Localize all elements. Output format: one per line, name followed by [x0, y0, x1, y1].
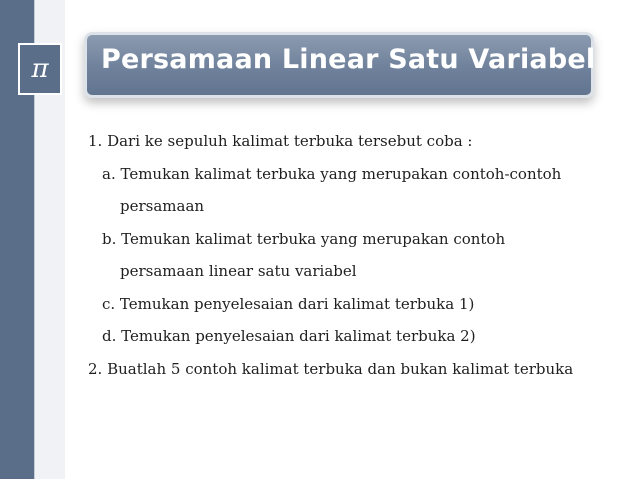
- pi-icon: [18, 43, 62, 95]
- pi-glyph: π: [31, 54, 49, 84]
- title-bar: [84, 32, 594, 98]
- content-line-a-cont: persamaan: [120, 197, 205, 215]
- content-line-d: d. Temukan penyelesaian dari kalimat terbuka 2): [102, 327, 476, 345]
- content-line-b-cont: persamaan linear satu variabel: [120, 262, 357, 280]
- content-line-a: a. Temukan kalimat terbuka yang merupakan contoh-contoh: [102, 164, 562, 183]
- content-line-b: b. Temukan kalimat terbuka yang merupakan contoh: [102, 229, 506, 248]
- content-line-c: c. Temukan penyelesaian dari kalimat terbuka 1): [102, 294, 475, 313]
- slide-title: Persamaan Linear Satu Variabel: [101, 44, 596, 75]
- content-line-2: 2. Buatlah 5 contoh kalimat terbuka dan bukan kalimat terbuka: [88, 359, 574, 378]
- content-line-1: 1. Dari ke sepuluh kalimat terbuka tersebut coba :: [88, 132, 473, 150]
- slide-content: [88, 125, 618, 385]
